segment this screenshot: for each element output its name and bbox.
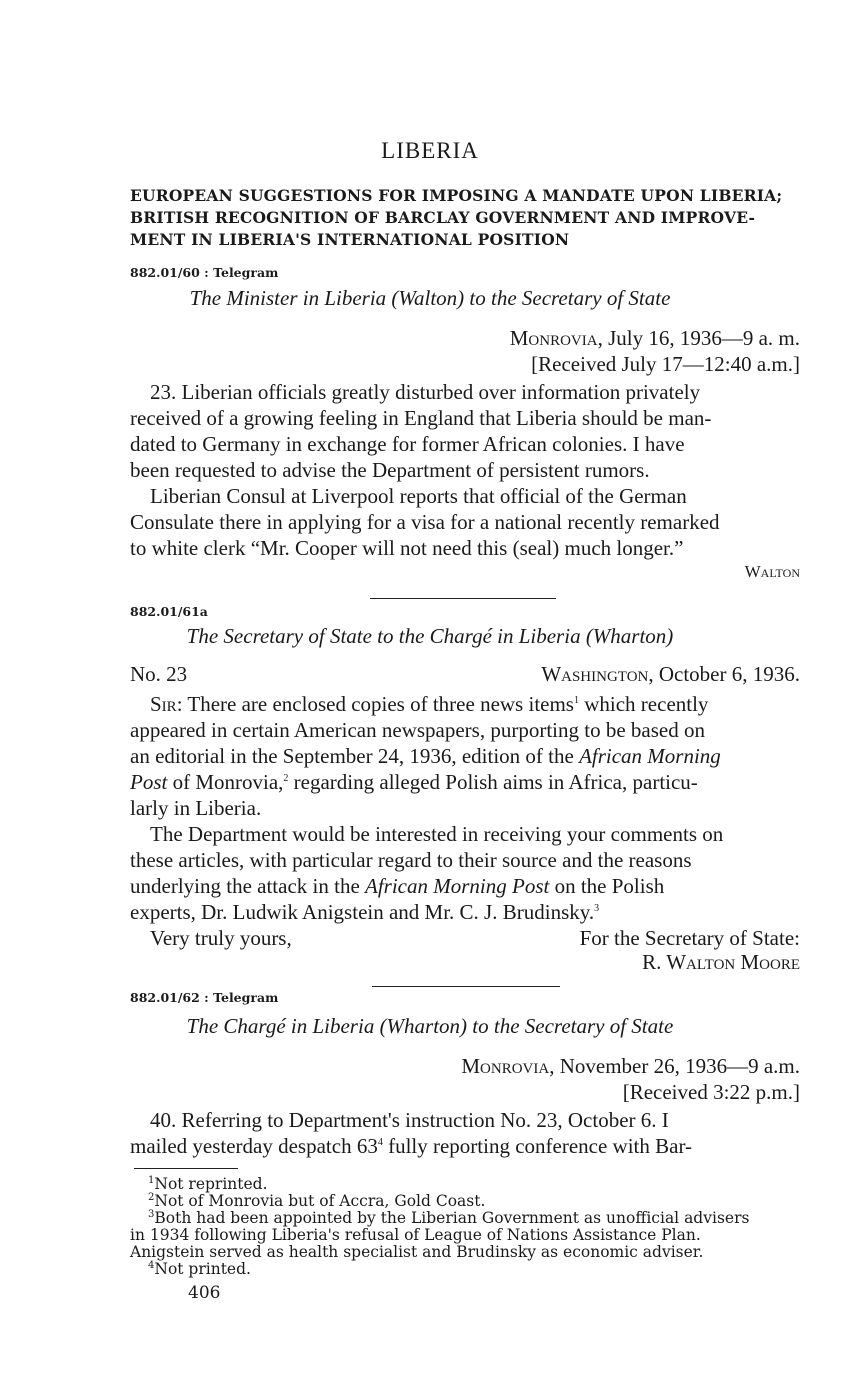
dateline-date: , November 26, 1936—9 a.m. [549, 1054, 800, 1078]
footnote [148, 1175, 268, 1193]
file-reference: 882.01/61a [130, 604, 208, 619]
instruction-number: No. 23 [130, 662, 188, 686]
newspaper-title: African Morning Post [365, 874, 550, 898]
footnote-text: Not of Monrovia but of Accra, Gold Coast. [154, 1192, 486, 1210]
file-reference: 882.01/62 : Telegram [130, 990, 279, 1005]
footnote-marker: 1 [573, 695, 579, 706]
footnote-continuation: Anigstein served as health specialist and Brudinsky as economic adviser. [130, 1243, 704, 1261]
body-text: fully reporting conference with Bar- [382, 1134, 693, 1158]
body-line: Liberian Consul at Liverpool reports that official of the German [150, 484, 687, 508]
body-line: Consulate there in applying for a visa for a national recently remarked [130, 510, 720, 534]
page-number: 406 [188, 1283, 221, 1303]
footnote [148, 1192, 485, 1210]
dateline [510, 326, 800, 351]
body-line: these articles, with particular regard to their source and the reasons [130, 848, 692, 872]
footnote-text: Both had been appointed by the Liberian Government as unofficial advisers [154, 1209, 750, 1227]
footnote-number: 2 [148, 1191, 155, 1203]
footnote-marker: 3 [594, 903, 600, 914]
body-line: The Department would be interested in receiving your comments on [150, 822, 724, 846]
received-line: [Received 3:22 p.m.] [622, 1080, 800, 1104]
body-text: regarding alleged Polish aims in Africa, particu- [288, 770, 698, 794]
dateline [461, 1054, 800, 1079]
body-line: been requested to advise the Department of persistent rumors. [130, 458, 650, 482]
document-title: The Secretary of State to the Chargé in Liberia (Wharton) [186, 624, 674, 648]
body-text: experts, Dr. Ludwik Anigstein and Mr. C. J. Brudinsky. [130, 900, 595, 924]
newspaper-title: Post [130, 770, 168, 794]
body-line: received of a growing feeling in England that Liberia should be man- [130, 406, 712, 430]
footnote [148, 1209, 749, 1227]
body-line [130, 900, 599, 925]
footnote-number: 4 [148, 1259, 155, 1271]
dateline-place: Monrovia [461, 1054, 550, 1078]
body-line: dated to Germany in exchange for former African colonies. I have [130, 432, 685, 456]
body-text: mailed yesterday despatch 63 [130, 1134, 378, 1158]
body-line [130, 770, 698, 795]
body-line: to white clerk “Mr. Cooper will not need this (seal) much longer.” [130, 536, 684, 560]
for-line: For the Secretary of State: [579, 926, 800, 950]
body-text: an editorial in the September 24, 1936, edition of the [130, 744, 580, 768]
document-title: The Chargé in Liberia (Wharton) to the Secretary of State [186, 1014, 674, 1038]
section-heading-line-2: BRITISH RECOGNITION OF BARCLAY GOVERNMENT AND IMPROVE- [130, 208, 756, 227]
footnote-rule [134, 1168, 238, 1169]
body-line [150, 692, 708, 717]
body-text: on the Polish [549, 874, 665, 898]
body-line: 40. Referring to Department's instruction No. 23, October 6. I [150, 1108, 669, 1132]
salutation: Sir [150, 692, 177, 716]
dateline [541, 662, 800, 687]
footnote-marker: 2 [283, 773, 289, 784]
signature: R. Walton Moore [642, 950, 800, 974]
dateline-place: Washington [541, 662, 649, 686]
section-heading-line-3: MENT IN LIBERIA'S INTERNATIONAL POSITION [130, 230, 570, 249]
country-heading: LIBERIA [381, 138, 479, 163]
body-line: larly in Liberia. [130, 796, 262, 820]
closing: Very truly yours, [150, 926, 292, 950]
footnote-text: Not reprinted. [154, 1175, 268, 1193]
body-line: appeared in certain American newspapers, purporting to be based on [130, 718, 705, 742]
footnote-number: 1 [148, 1174, 155, 1186]
file-reference: 882.01/60 : Telegram [130, 265, 279, 280]
body-line [130, 744, 721, 769]
footnote-continuation: in 1934 following Liberia's refusal of League of Nations Assistance Plan. [130, 1226, 701, 1244]
received-line: [Received July 17—12:40 a.m.] [531, 352, 800, 376]
dateline-date: , July 16, 1936—9 a. m. [597, 326, 800, 350]
body-line [130, 874, 664, 899]
separator-rule [372, 986, 560, 987]
footnote-number: 3 [148, 1208, 155, 1220]
separator-rule [370, 598, 556, 599]
body-text: which recently [578, 692, 709, 716]
body-line: 23. Liberian officials greatly disturbed over information privately [150, 380, 701, 404]
footnote [148, 1260, 251, 1278]
body-text: underlying the attack in the [130, 874, 366, 898]
body-text: of Monrovia, [167, 770, 284, 794]
newspaper-title: African Morning [579, 744, 721, 768]
footnote-marker: 4 [377, 1137, 383, 1148]
section-heading-line-1: EUROPEAN SUGGESTIONS FOR IMPOSING A MANDATE UPON LIBERIA; [130, 186, 783, 205]
body-line [130, 1134, 692, 1159]
dateline-date: , October 6, 1936. [648, 662, 800, 686]
document-title: The Minister in Liberia (Walton) to the Secretary of State [189, 286, 671, 310]
dateline-place: Monrovia [509, 326, 598, 350]
body-text: : There are enclosed copies of three news items [176, 692, 574, 716]
signature: Walton [744, 562, 800, 581]
footnote-text: Not printed. [154, 1260, 251, 1278]
